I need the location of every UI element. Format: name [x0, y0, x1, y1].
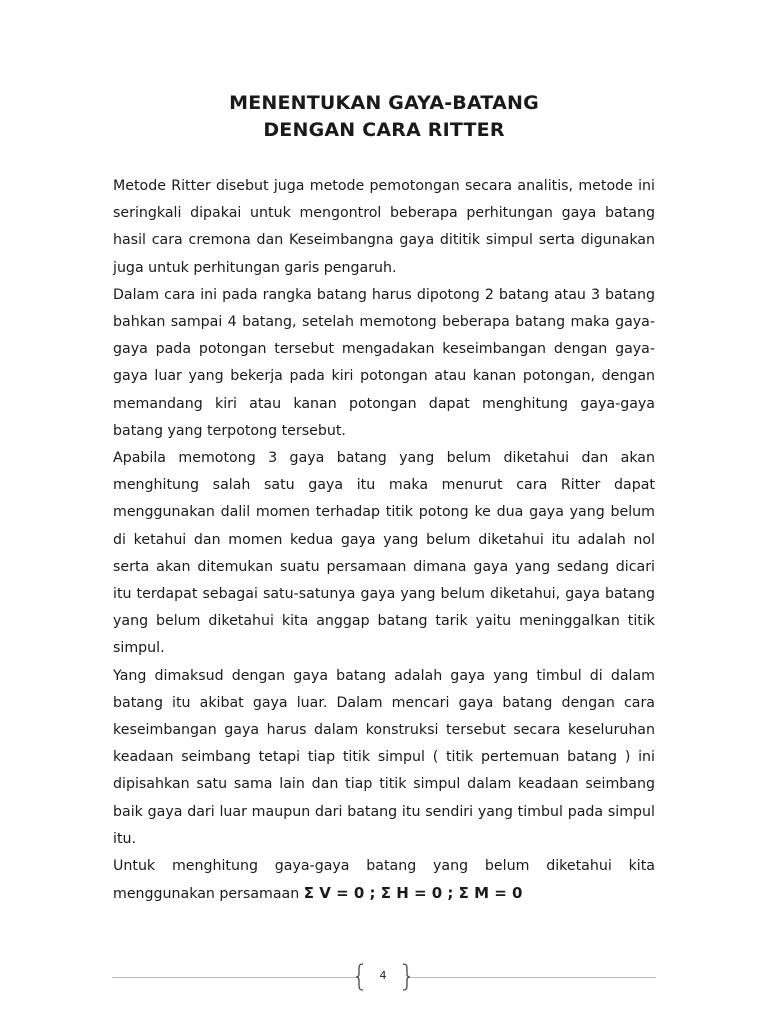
paragraph-1: Metode Ritter disebut juga metode pemotongan secara analitis, metode ini seringkali dipakai untuk mengontrol beberapa perhitungan gaya batang hasil cara cremona dan Keseimbangna gaya dititik simpul serta digunakan juga untuk perhitungan garis pengaruh.	[113, 178, 655, 276]
title-line-2: DENGAN CARA RITTER	[263, 119, 505, 141]
paragraph-4: Yang dimaksud dengan gaya batang adalah gaya yang timbul di dalam batang itu akibat gaya luar. Dalam mencari gaya batang dengan cara keseimbangan gaya harus dalam konstruksi tersebut secara keseluruhan keadaan seimbang tetapi tiap titik simpul ( titik pertemuan batang ) ini dipisahkan satu sama lain dan tiap titik simpul dalam keadaan seimbang baik gaya dari luar maupun dari batang itu sendiri yang timbul pada simpul itu.	[113, 667, 655, 847]
body-text	[113, 173, 655, 908]
equilibrium-equation: Σ V = 0 ; Σ H = 0 ; Σ M = 0	[303, 884, 523, 903]
paragraph-5-text: Untuk menghitung gaya-gaya batang yang belum diketahui kita menggunakan persamaan	[113, 858, 655, 903]
paragraph-5	[113, 853, 655, 908]
page-number: 4	[379, 969, 387, 982]
footer-rule-left	[112, 977, 356, 978]
paragraph-2: Dalam cara ini pada rangka batang harus dipotong 2 batang atau 3 batang bahkan sampai 4 batang, setelah memotong beberapa batang maka gaya-gaya pada potongan tersebut mengadakan keseimbangan dengan gaya-gaya luar yang bekerja pada kiri potongan atau kanan potongan, dengan memandang kiri atau kanan potongan dapat menghitung gaya-gaya batang yang terpotong tersebut.	[113, 286, 655, 439]
title-line-1: MENENTUKAN GAYA-BATANG	[229, 92, 539, 114]
paragraph-3: Apabila memotong 3 gaya batang yang belum diketahui dan akan menghitung salah satu gaya itu maka menurut cara Ritter dapat menggunakan dalil momen terhadap titik potong ke dua gaya yang belum di ketahui dan momen kedua gaya yang belum diketahui itu adalah nol serta akan ditemukan suatu persamaan dimana gaya yang sedang dicari itu terdapat sebagai satu-satunya gaya yang belum diketahui, gaya batang yang belum diketahui kita anggap batang tarik yaitu meninggalkan titik simpul.	[113, 450, 655, 657]
footer-rule-right	[410, 977, 656, 978]
page-number-box	[356, 962, 410, 992]
page-title	[0, 90, 768, 144]
